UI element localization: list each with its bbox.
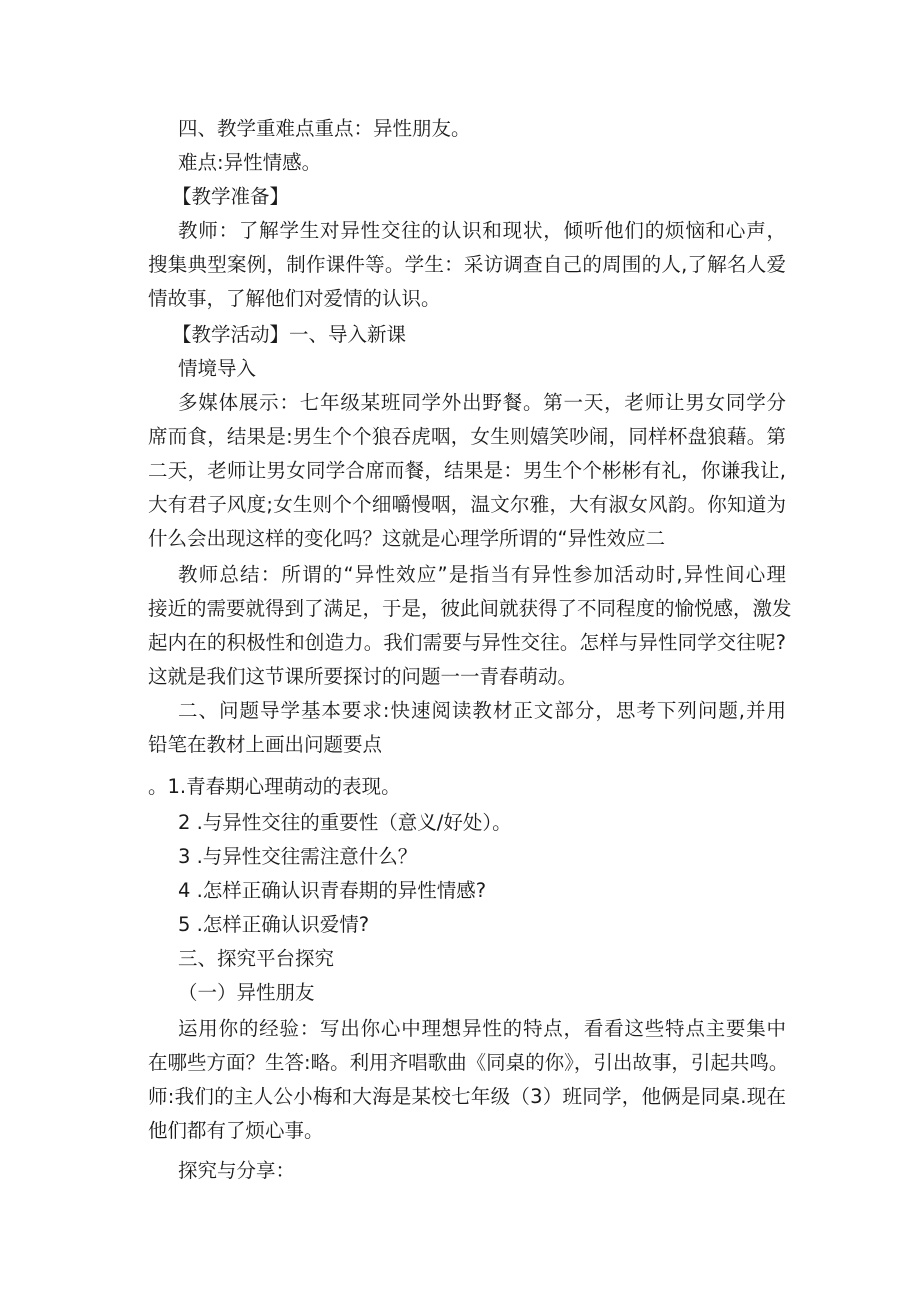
section-4-difficulty: 难点:异性情感。 <box>178 151 322 174</box>
situation-heading: 情境导入 <box>178 357 257 380</box>
media-paragraph-line: 二天，老师让男女同学合席而餐，结果是：男生个个彬彬有礼，你谦我让, <box>148 459 786 482</box>
experience-paragraph-line: 运用你的经验：写出你心中理想异性的特点，看看这些特点主要集中 <box>178 1017 786 1040</box>
media-paragraph-line: 多媒体展示：七年级某班同学外出野餐。第一天，老师让男女同学分 <box>178 391 786 414</box>
question-guide-line: 二、问题导学基本要求:快速阅读教材正文部分，思考下列问题,并用 <box>178 699 786 722</box>
question-item: 4 .怎样正确认识青春期的异性情感? <box>178 879 487 902</box>
explore-share-heading: 探究与分享： <box>178 1159 296 1182</box>
question-item: 5 .怎样正确认识爱情? <box>178 913 370 936</box>
section-3-subheading: （一）异性朋友 <box>178 981 315 1004</box>
activity-heading: 【教学活动】一、导入新课 <box>172 323 407 346</box>
question-item: 3 .与异性交往需注意什么？ <box>178 845 418 868</box>
experience-paragraph-line: 师:我们的主人公小梅和大海是某校七年级（3）班同学，他俩是同桌.现在 <box>148 1085 786 1108</box>
experience-paragraph-line: 在哪些方面？生答:略。利用齐唱歌曲《同桌的你》，引出故事，引起共鸣。 <box>148 1051 789 1074</box>
summary-paragraph-line: 教师总结：所谓的“异性效应”是指当有异性参加活动时,异性间心理 <box>178 563 786 586</box>
section-3-heading: 三、探究平台探究 <box>178 947 335 970</box>
question-item: 2 .与异性交往的重要性（意义/好处）。 <box>178 811 512 834</box>
summary-paragraph-line: 这就是我们这节课所要探讨的问题一一青春萌动。 <box>148 665 578 688</box>
preparation-line: 情故事，了解他们对爱情的认识。 <box>148 287 441 310</box>
summary-paragraph-line: 起内在的积极性和创造力。我们需要与异性交往。怎样与异性同学交往呢? <box>148 631 786 654</box>
section-4-heading: 四、教学重难点重点：异性朋友。 <box>178 117 471 140</box>
experience-paragraph-line: 他们都有了烦心事。 <box>148 1119 324 1142</box>
summary-paragraph-line: 接近的需要就得到了满足，于是，彼此间就获得了不同程度的愉悦感，激发 <box>148 597 792 620</box>
media-paragraph-line: 大有君子风度;女生则个个细嚼慢咽，温文尔雅，大有淑女风韵。你知道为 <box>148 493 786 516</box>
media-paragraph-line: 席而食，结果是:男生个个狼吞虎咽，女生则嬉笑吵闹，同样杯盘狼藉。第 <box>148 425 786 448</box>
question-item: 。1.青春期心理萌动的表现。 <box>148 775 401 798</box>
question-guide-line: 铅笔在教材上画出问题要点 <box>148 733 383 756</box>
preparation-line: 搜集典型案例，制作课件等。学生：采访调查自己的周围的人,了解名人爱 <box>148 253 786 276</box>
preparation-line: 教师：了解学生对异性交往的认识和现状，倾听他们的烦恼和心声， <box>178 219 786 242</box>
preparation-heading: 【教学准备】 <box>172 185 290 208</box>
media-paragraph-line: 什么会出现这样的变化吗？这就是心理学所谓的“异性效应二 <box>148 527 666 550</box>
